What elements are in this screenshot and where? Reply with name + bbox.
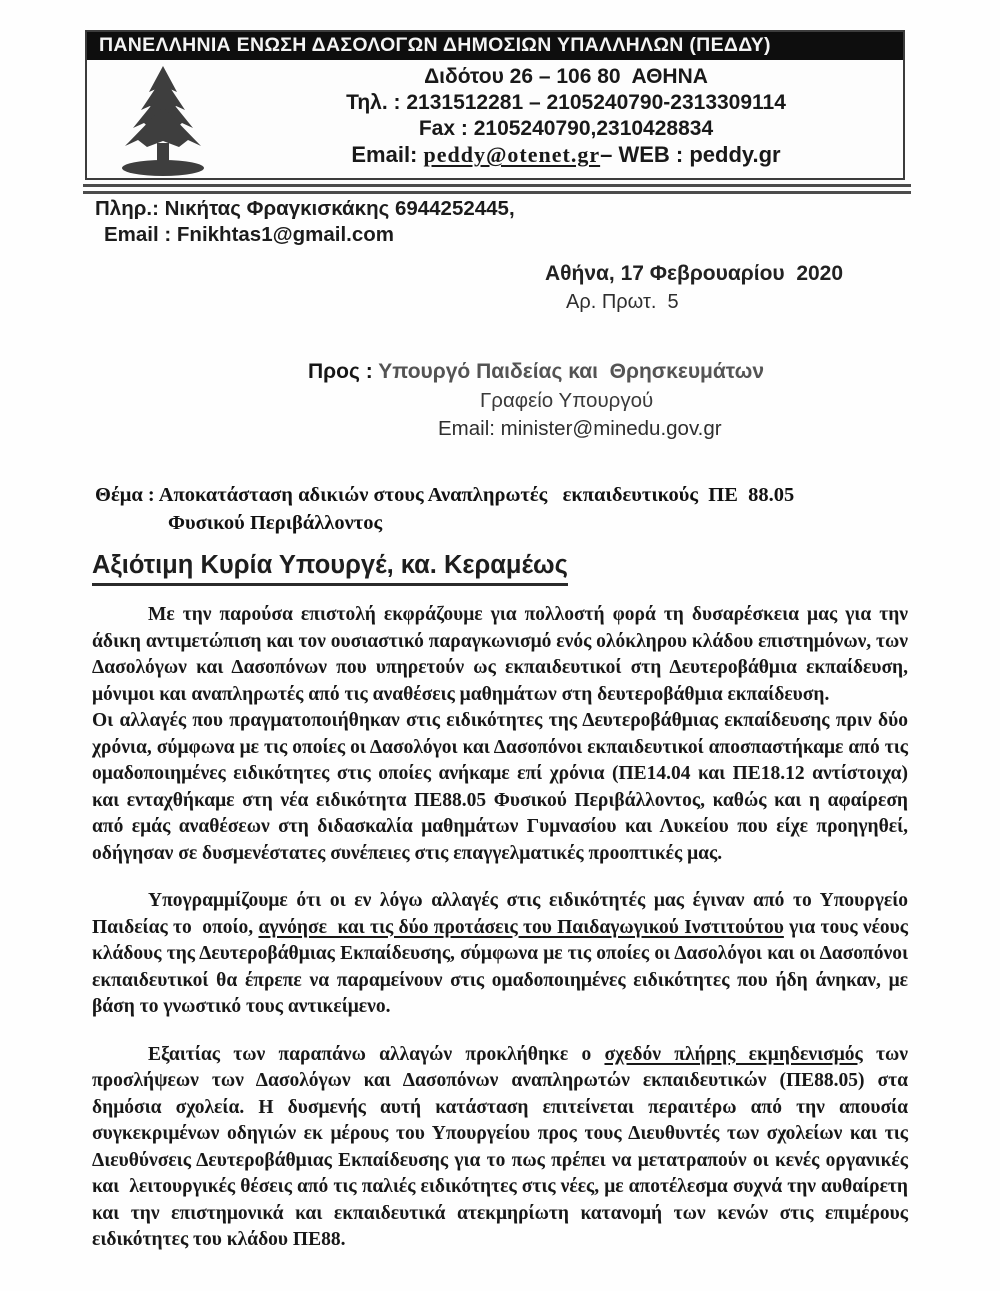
paragraph-text: Υπογραμμίζουμε ότι οι εν λόγω αλλαγές στις ειδικότητές μας έγιναν από το Υπουργείο Παιδείας το οποίο, xyxy=(92,890,913,938)
paragraph-text: για τους νέους κλάδους της Δευτεροβάθμιας Εκπαίδευσης, σύμφωνα με τις οποίες οι Δασολόγοι και οι Δασοπόνοι εκπαιδευτικοί θα έπρεπε να παραμείνουν στις ομαδοποιημένες ειδικότητες που ήδη άνηκαν, με βάση το γνωστικό τους αντικείμενο. xyxy=(92,916,913,1017)
subject-line-1: Θέμα : Αποκατάσταση αδικιών στους Αναπληρωτές εκπαιδευτικούς ΠΕ 88.05 xyxy=(95,484,795,506)
org-web-address: – WEB : peddy.gr xyxy=(600,142,781,167)
contact-block xyxy=(95,196,515,248)
contact-email-line: Email : Fnikhtas1@gmail.com xyxy=(104,223,394,246)
subject-line-2: Φυσικού Περιβάλλοντος xyxy=(168,512,383,534)
to-value: Υπουργό Παιδείας και Θρησκευμάτων xyxy=(378,360,765,383)
date-block xyxy=(545,262,843,314)
fir-tree-icon xyxy=(93,64,233,187)
underlined-phrase: σχεδόν πλήρης εκμηδενισμός xyxy=(604,1043,863,1065)
org-phone: Τηλ. : 2131512281 – 2105240790-2313309114 xyxy=(346,91,786,114)
org-logo xyxy=(87,60,239,187)
header-divider xyxy=(83,184,911,194)
recipient-office-line: Γραφείο Υπουργού xyxy=(480,389,654,412)
paragraph-text: Εξαιτίας των παραπάνω αλλαγών προκλήθηκε ο xyxy=(148,1043,605,1065)
paragraph-text: Με την παρούσα επιστολή εκφράζουμε για πολλοστή φορά τη δυσαρέσκεια μας για την άδικη αντιμετώπιση και τον ουσιαστικό παραγκωνισμό ενός ολόκληρου κλάδου επιστημόνων, των Δασολόγων και Δασοπόνων που υπηρετούν ως εκπαιδευτικοί στη Δευτεροβάθμια εκπαίδευση, μόνιμοι και αναπληρωτές από τις αναθέσεις μαθημάτων στη δευτεροβάθμια εκπαίδευση. xyxy=(92,604,913,705)
paragraph-text: των προσλήψεων των Δασολόγων και Δασοπόνων αναπληρωτών εκπαιδευτικών (ΠΕ88.05) στα δημόσια σχολεία. Η δυσμενής αυτή κατάσταση επιτείνεται περαιτέρω από την απουσία συγκεκριμένων οδηγιών εκ μέρους του Υπουργείου προς τους Διευθυντές των σχολείων και τις Διευθύνσεις Δευτεροβάθμιας Εκπαίδευσης για το πως πρέπει να μετατραπούν οι κενές οργανικές και λειτουργικές θέσεις από τις παλιές ειδικότητες στις νέες, με αποτέλεσμα συχνά την αυθαίρετη και την επιστημονικά και εκπαιδευτικά ατεκμηρίωτη κατανομή των κενών στις επιμέρους ειδικότητες του κλάδου ΠΕ88. xyxy=(92,1043,913,1250)
org-address: Διδότου 26 – 106 80 ΑΘΗΝΑ xyxy=(424,65,708,88)
recipient-email-line: Email: minister@minedu.gov.gr xyxy=(438,417,722,440)
org-email-address: peddy@otenet.gr xyxy=(423,142,601,167)
org-email-web-line xyxy=(239,142,893,168)
subject-block xyxy=(95,481,794,537)
body-paragraph xyxy=(92,1042,913,1254)
email-label: Email: xyxy=(351,142,424,167)
org-fax: Fax : 2105240790,2310428834 xyxy=(418,117,714,140)
body-paragraph xyxy=(92,888,913,1021)
letterhead xyxy=(85,30,905,180)
recipient-to-line xyxy=(308,358,764,385)
recipient-block xyxy=(308,358,764,442)
contact-person-line: Πληρ.: Νικήτας Φραγκισκάκης 6944252445, xyxy=(95,197,515,220)
to-label: Προς : xyxy=(308,360,379,383)
underlined-phrase: αγνόησε και τις δύο προτάσεις του Παιδαγωγικού Ινστιτούτου xyxy=(258,916,784,938)
body-paragraph xyxy=(92,708,913,867)
body-paragraphs xyxy=(92,602,913,1254)
body-paragraph xyxy=(92,602,913,708)
org-title: ΠΑΝΕΛΛΗΝΙΑ ΕΝΩΣΗ ΔΑΣΟΛΟΓΩΝ ΔΗΜΟΣΙΩΝ ΥΠΑΛΛΗΛΩΝ (ΠΕΔΔΥ) xyxy=(87,32,903,60)
protocol-number-line: Αρ. Πρωτ. 5 xyxy=(566,291,679,313)
date-line: Αθήνα, 17 Φεβρουαρίου 2020 xyxy=(545,262,844,285)
salutation: Αξιότιμη Κυρία Υπουργέ, κα. Κεραμέως xyxy=(92,551,568,586)
paragraph-text: Οι αλλαγές που πραγματοποιήθηκαν στις ειδικότητες της Δευτεροβάθμιας εκπαίδευσης πριν δύο χρόνια, σύμφωνα με τις οποίες οι Δασολόγοι και Δασοπόνοι εκπαιδευτικοί αποσπαστήκαμε από τις ομαδοποιημένες ειδικότητες στις οποίες ανήκαμε επί χρόνια (ΠΕ14.04 και ΠΕ18.12 αντίστοιχα) και ενταχθήκαμε στη νέα ειδικότητα ΠΕ88.05 Φυσικού Περιβάλλοντος, καθώς και η αφαίρεση από εμάς αναθέσεων στη διδασκαλία μαθημάτων Γυμνασίου και Λυκείου που είχε προηγηθεί, οδήγησαν σε δυσμενέστατες συνέπειες στις επαγγελματικές προοπτικές μας. xyxy=(92,710,913,864)
